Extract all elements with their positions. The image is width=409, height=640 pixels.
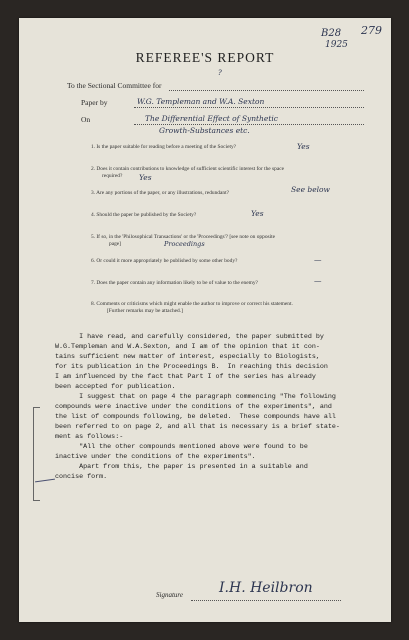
question-2: 2. Does it contain contributions to knowledge of sufficient scientific interest for the space <box>91 166 285 172</box>
answer-1: Yes <box>297 142 310 151</box>
question-4: 4. Should the paper be published by the Society? <box>91 212 197 218</box>
on-value-line1: The Differential Effect of Synthetic <box>145 114 278 123</box>
paper-by-rule <box>134 107 364 108</box>
paper-by-label: Paper by <box>81 98 108 107</box>
report-line: been accepted for publication. <box>55 383 176 391</box>
question-7: 7. Does the paper contain any information likely to be of value to the enemy? <box>91 280 258 286</box>
question-3: 3. Are any portions of the paper, or any illustrations, redundant? <box>91 190 229 196</box>
question-6: 6. Or could it more appropriately be published by some other body? <box>91 258 238 264</box>
page-title: REFEREE'S REPORT <box>135 50 275 65</box>
answer-3: See below <box>291 185 330 194</box>
question-5: 5. If so, in the 'Philosophical Transactions' or the 'Proceedings'? [see note on opposite <box>91 234 275 240</box>
report-line: I have read, and carefully considered, the paper submitted by <box>55 333 324 341</box>
answer-6: — <box>314 255 322 264</box>
report-line: concise form. <box>55 473 108 481</box>
report-line: been referred to on page 2, and all that is necessary is a brief state- <box>55 423 340 431</box>
report-line: ment as follows:- <box>55 433 124 441</box>
committee-label: To the Sectional Committee for <box>67 81 162 90</box>
question-2-cont: required? <box>102 173 123 179</box>
signature-label: Signature <box>156 591 183 599</box>
archive-ref-code: B28 <box>321 28 342 39</box>
archive-year: 1925 <box>325 40 348 50</box>
margin-bracket <box>33 407 40 501</box>
on-value-line2: Growth-Substances etc. <box>159 126 250 135</box>
report-body <box>55 332 375 482</box>
report-line: the list of compounds following, be deleted. These compounds have all <box>55 413 336 421</box>
signature-rule <box>191 600 341 601</box>
report-line: I suggest that on page 4 the paragraph commencing "The following <box>55 393 336 401</box>
report-line: W.G.Templeman and W.A.Sexton, and I am of the opinion that it con- <box>55 343 320 351</box>
on-rule <box>134 124 364 125</box>
on-label: On <box>81 115 91 124</box>
answer-7: — <box>314 276 322 285</box>
committee-value: ? <box>218 69 222 77</box>
archive-ref-number: 279 <box>361 24 382 37</box>
question-1: 1. Is the paper suitable for reading before a meeting of the Society? <box>91 144 237 150</box>
committee-rule <box>169 90 364 91</box>
paper-by-value: W.G. Templeman and W.A. Sexton <box>137 97 265 106</box>
question-8-cont: [Further remarks may be attached.] <box>107 308 183 314</box>
report-line: I am influenced by the fact that Part I of the series has already <box>55 373 316 381</box>
report-line: tains sufficient new matter of interest, especially to Biologists, <box>55 353 320 361</box>
report-line: "All the other compounds mentioned above were found to be <box>55 443 308 451</box>
report-line: for its publication in the Proceedings B. In reaching this decision <box>55 363 328 371</box>
signature: I.H. Heilbron <box>219 580 313 596</box>
report-line: inactive under the conditions of the experiments". <box>55 453 256 461</box>
answer-2: Yes <box>139 173 152 182</box>
question-5-cont: page] <box>109 241 121 247</box>
report-sheet <box>19 18 391 622</box>
answer-4: Yes <box>251 209 264 218</box>
report-line: Apart from this, the paper is presented in a suitable and <box>55 463 308 471</box>
report-line: compounds were inactive under the conditions of the experiments", and <box>55 403 332 411</box>
answer-5: Proceedings <box>164 240 205 248</box>
question-8: 8. Comments or criticisms which might enable the author to improve or correct his statement. <box>91 301 293 307</box>
